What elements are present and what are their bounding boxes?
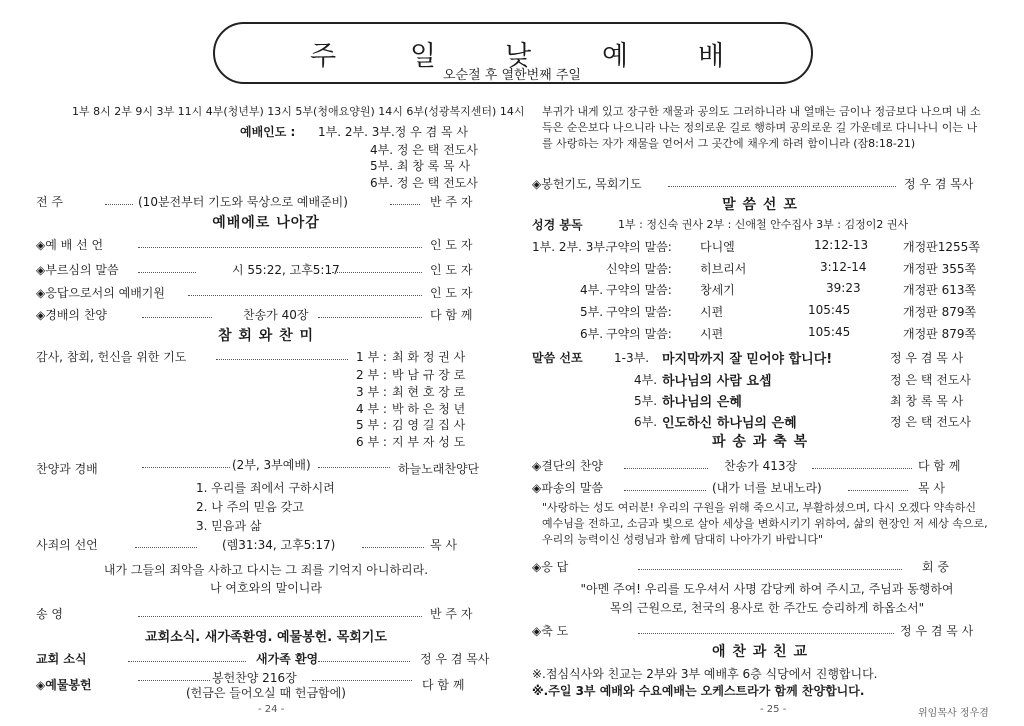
reading-kind: 신약의 말씀:	[606, 262, 672, 276]
offering-note: (헌금은 들어오실 때 헌금함에)	[186, 686, 346, 700]
reading-part: 1부. 2부. 3부.	[532, 240, 609, 254]
footer-pastor: 위임목사 정우겸	[918, 708, 989, 719]
sermon-label: 말씀 선포	[532, 351, 583, 365]
sermon-title: 마지막까지 잘 믿어야 합니다!	[662, 352, 833, 367]
reading-kind: 구약의 말씀:	[606, 283, 672, 297]
sending-text: "사랑하는 성도 여러분! 우리의 구원을 위해 죽으시고, 부활하셨으며, 다시 오겠다 약속하신 예수님을 전하고, 소금과 빛으로 살아 세상을 변화시키기 위하여, 삶의 현장인 저 세상 속으로, 우리의 능력이신 성령님과 함께 담대히 나아가기 바랍니다"	[542, 501, 988, 546]
response-text: 목의 근원으로, 천국의 용사로 한 주간도 승리하게 하옵소서"	[609, 601, 925, 615]
song-item: 3. 믿음과 삶	[196, 519, 262, 533]
sermon-title: 하나님의 사람 요셉	[662, 374, 772, 389]
service-schedule: 1부 8시 2부 9시 3부 11시 4부(청년부) 13시 5부(청애요양원) 14시 6부(성광복지센터) 14시	[72, 105, 525, 118]
decision-label: ◈결단의 찬양	[532, 459, 604, 473]
news-mid: 새가족 환영	[256, 652, 319, 666]
prelude-desc: (10분전부터 기도와 묵상으로 예배준비)	[138, 195, 348, 209]
reading-ref: 105:45	[808, 303, 851, 317]
prayer-who: 정 우 겸 목사	[904, 177, 974, 191]
decision-who: 다 함 께	[918, 459, 961, 473]
postlude-who: 반 주 자	[430, 607, 473, 621]
liturgy-who: 인 도 자	[430, 286, 473, 300]
sermon-who: 최 창 록 목 사	[890, 394, 964, 408]
forgiveness-who: 목 사	[430, 538, 457, 552]
reading-ref: 105:45	[808, 325, 851, 339]
news-label: 교회 소식	[36, 652, 87, 666]
prayer-name: 박 남 규 장 로	[392, 368, 466, 382]
liturgy-ref: 시 55:22, 고후5:17	[232, 263, 340, 277]
sermon-part: 4부.	[634, 373, 658, 387]
section-heading: 참 회 와 찬 미	[217, 328, 315, 344]
prayer-part: 2 부 :	[356, 368, 387, 382]
reading-book: 시편	[700, 327, 724, 341]
section-heading: 교회소식. 새가족환영. 예물봉헌. 목회기도	[145, 630, 387, 645]
leader-label: 예배인도 :	[240, 125, 296, 139]
sermon-part: 6부.	[634, 415, 658, 429]
reading-book: 시편	[700, 305, 724, 319]
prayer-part: 1 부 :	[356, 350, 387, 364]
offering-who: 다 함 께	[422, 678, 465, 692]
reading-readers: 1부 : 정신숙 권사 2부 : 신애철 안수집사 3부 : 김정이2 권사	[618, 218, 909, 231]
notice-item: ※.주일 3부 예배와 수요예배는 오케스트라가 함께 찬양합니다.	[532, 684, 865, 698]
reading-page: 개정판 879쪽	[903, 327, 977, 341]
reading-ref: 12:12-13	[814, 238, 869, 252]
liturgy-ref: 찬송가 40장	[243, 308, 309, 322]
blessing-label: ◈축 도	[532, 624, 569, 638]
reading-kind: 구약의 말씀:	[606, 240, 672, 254]
forgiveness-ref: (렘31:34, 고후5:17)	[222, 538, 336, 552]
subtitle: 오순절 후 열한번째 주일	[443, 68, 581, 83]
reading-book: 히브리서	[700, 262, 747, 276]
sending-who: 목 사	[918, 481, 945, 495]
postlude-label: 송 영	[36, 607, 63, 621]
prayer-name: 박 하 은 청 년	[392, 402, 466, 416]
reading-page: 개정판 613쪽	[903, 283, 977, 297]
sermon-part: 1-3부.	[614, 351, 650, 365]
reading-page: 개정판 879쪽	[903, 305, 977, 319]
sermon-who: 정 우 겸 목 사	[890, 351, 964, 365]
notice-item: ※.점심식사와 친교는 2부와 3부 예배후 6층 식당에서 진행합니다.	[532, 667, 878, 681]
prayer-part: 6 부 :	[356, 435, 387, 449]
song-item: 2. 나 주의 믿음 갖고	[196, 500, 304, 514]
praise-label: 찬양과 경배	[36, 462, 98, 476]
leader-line: 1부. 2부. 3부.정 우 겸 목 사	[318, 125, 468, 139]
section-heading: 애 찬 과 친 교	[711, 644, 809, 660]
sermon-part: 5부.	[634, 394, 658, 408]
section-heading: 파 송 과 축 복	[711, 434, 809, 450]
reading-ref: 39:23	[826, 281, 861, 295]
response-text: "아멘 주여! 우리를 도우셔서 사명 감당케 하여 주시고, 주님과 동행하여	[580, 582, 954, 596]
sermon-title: 인도하신 하나님의 은혜	[662, 416, 797, 431]
prayer-name: 김 영 길 집 사	[392, 418, 466, 432]
title-char: 낮	[505, 41, 532, 72]
response-who: 회 중	[922, 560, 949, 574]
reading-label: 성경 봉독	[532, 218, 583, 232]
leader-line: 5부. 최 창 록 목 사	[370, 159, 471, 173]
prelude-label: 전 주	[36, 195, 63, 209]
sermon-who: 정 은 택 전도사	[890, 373, 971, 387]
decision-hymn: 찬송가 413장	[724, 459, 798, 473]
reading-ref: 3:12-14	[820, 260, 867, 274]
liturgy-label: ◈경배의 찬양	[36, 308, 108, 322]
title-char: 주	[310, 41, 337, 72]
prayer-label: ◈봉헌기도, 목회기도	[532, 177, 642, 191]
absolution-verse: 나 여호와의 말이니라	[210, 581, 322, 595]
absolution-verse: 내가 그들의 죄악을 사하고 다시는 그 죄를 기억지 아니하리라.	[103, 563, 429, 577]
reading-part: 6부.	[580, 327, 604, 341]
news-who: 정 우 겸 목사	[420, 652, 490, 666]
title-char: 배	[698, 41, 725, 72]
reading-part: 4부.	[580, 283, 604, 297]
reading-part: 5부.	[580, 305, 604, 319]
page-number: - 25 -	[760, 704, 787, 715]
prayer-part: 3 부 :	[356, 385, 387, 399]
reading-kind: 구약의 말씀:	[606, 305, 672, 319]
prayer-name: 최 현 호 장 로	[392, 385, 466, 399]
liturgy-who: 인 도 자	[430, 238, 473, 252]
liturgy-label: ◈예 배 선 언	[36, 238, 104, 252]
title-char: 일	[410, 41, 437, 72]
offering-hymn: 봉헌찬양 216장	[212, 671, 297, 685]
offering-label: ◈예물봉헌	[36, 678, 92, 692]
reading-book: 다니엘	[700, 240, 735, 254]
prayer-part: 5 부 :	[356, 418, 387, 432]
prayer-name: 최 화 정 권 사	[392, 350, 466, 364]
blessing-who: 정 우 겸 목 사	[900, 624, 974, 638]
liturgy-label: ◈응답으로서의 예배기원	[36, 286, 165, 300]
reading-book: 창세기	[700, 283, 735, 297]
prayer-label: 감사, 참회, 헌신을 위한 기도	[36, 350, 187, 364]
liturgy-label: ◈부르심의 말씀	[36, 263, 119, 277]
prayer-name: 지 부 자 성 도	[392, 435, 466, 449]
liturgy-who: 다 함 께	[430, 308, 473, 322]
section-heading: 예배에로 나아감	[212, 215, 320, 231]
praise-who: 하늘노래찬양단	[398, 462, 480, 476]
page-number: - 24 -	[258, 704, 285, 715]
scripture-text: 부귀가 내게 있고 장구한 재물과 공의도 그러하니라 내 열매는 금이나 정금보다 나으며 내 소득은 순은보다 나으니라 나는 정의로운 길로 행하며 공의로운 길 가운데로 다니나니 이는 나를 사랑하는 자가 재물을 얻어서 그 곳간에 채우게 하려 함이니라 (잠8:18-21)	[542, 105, 981, 150]
response-label: ◈응 답	[532, 560, 569, 574]
praise-mid: (2부, 3부예배)	[232, 458, 311, 472]
forgiveness-label: 사죄의 선언	[36, 538, 98, 552]
leader-line: 4부. 정 은 택 전도사	[370, 143, 478, 157]
liturgy-who: 인 도 자	[430, 263, 473, 277]
sermon-title: 하나님의 은혜	[662, 395, 742, 410]
sermon-who: 정 은 택 전도사	[890, 415, 971, 429]
section-heading: 말 씀 선 포	[722, 197, 798, 213]
prayer-part: 4 부 :	[356, 402, 387, 416]
leader-line: 6부. 정 은 택 전도사	[370, 176, 478, 190]
reading-page: 개정판1255쪽	[903, 240, 980, 254]
reading-kind: 구약의 말씀:	[606, 327, 672, 341]
prelude-who: 반 주 자	[430, 195, 473, 209]
sending-label: ◈파송의 말씀	[532, 481, 604, 495]
song-item: 1. 우리를 죄에서 구하시려	[196, 481, 335, 495]
reading-page: 개정판 355쪽	[903, 262, 977, 276]
title-char: 예	[602, 41, 629, 72]
sending-mid: (내가 너를 보내노라)	[712, 481, 822, 495]
